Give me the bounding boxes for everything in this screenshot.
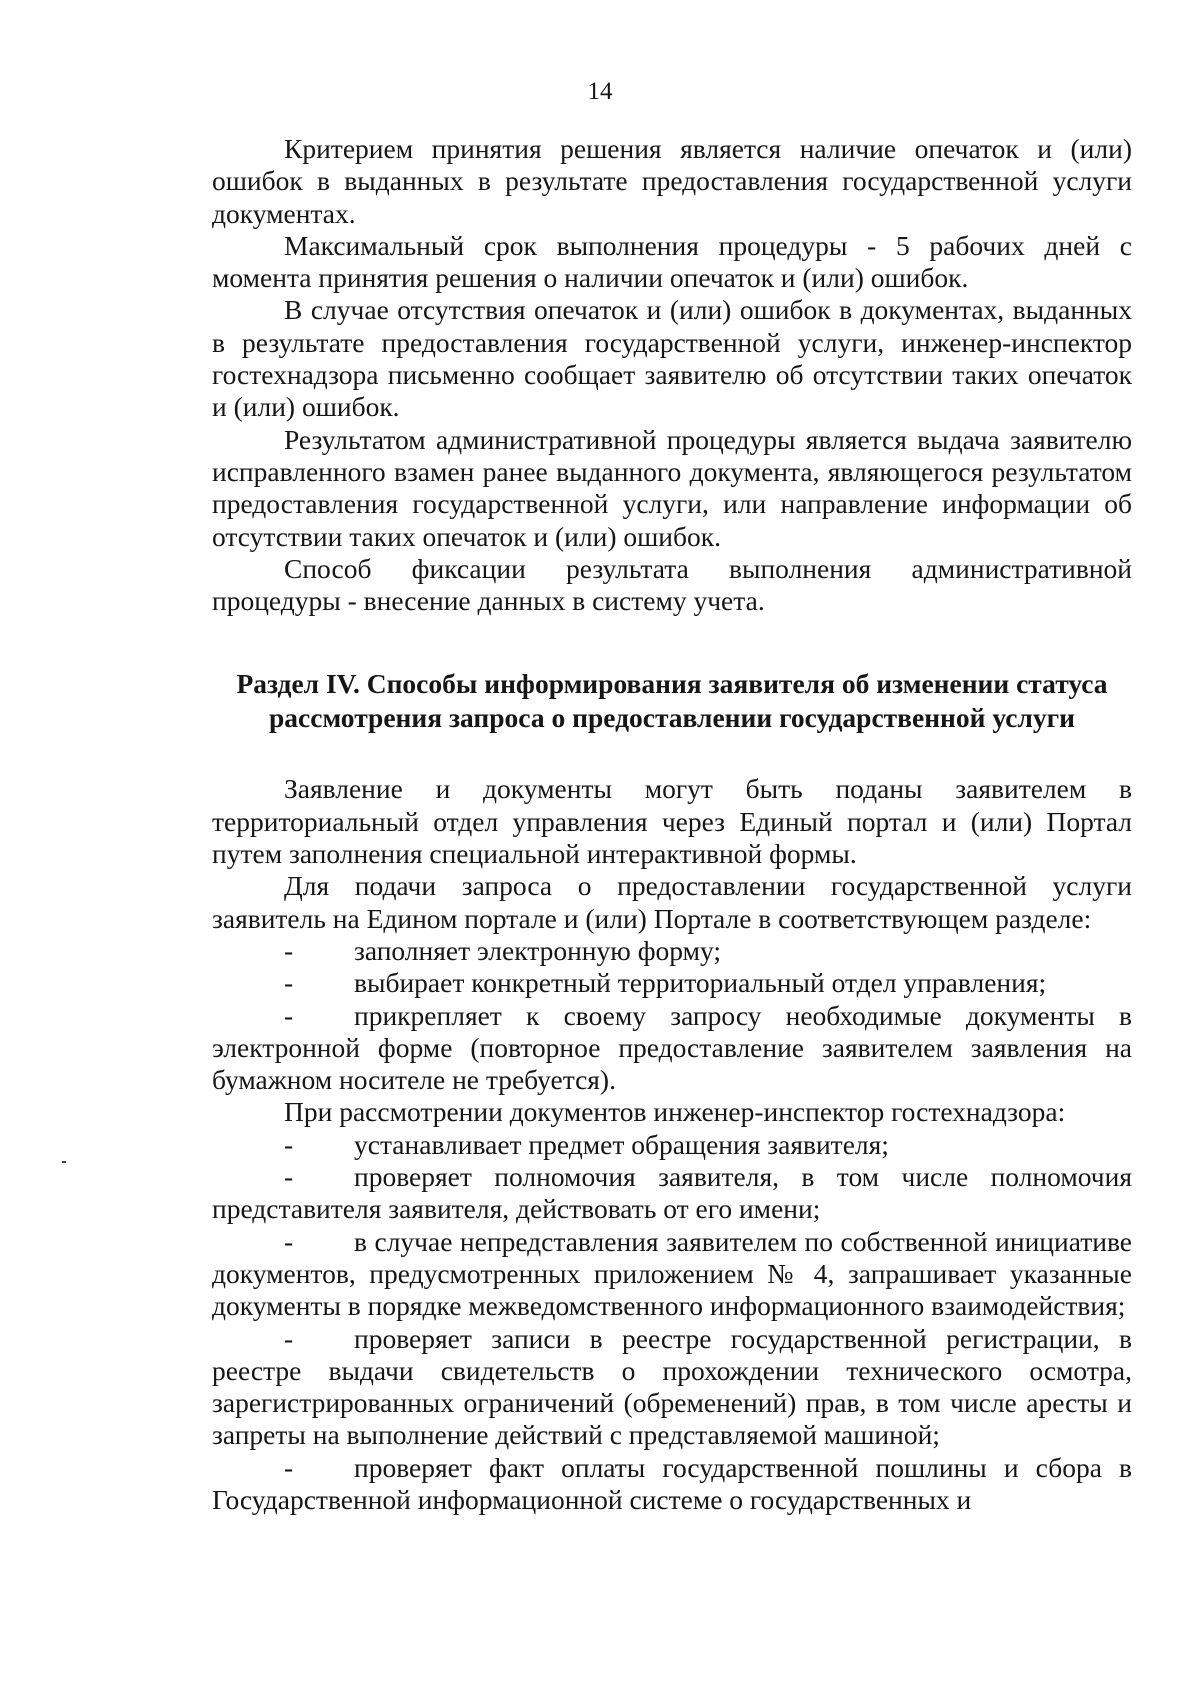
list-item bbox=[212, 967, 1132, 999]
bullet-dash: - bbox=[284, 967, 294, 999]
section-heading-line-2: рассмотрения запроса о предоставлении государственной услуги bbox=[268, 702, 1075, 734]
bullet-dash: - bbox=[284, 1128, 294, 1160]
list-item bbox=[212, 1323, 1132, 1452]
paragraph-submission: Заявление и документы могут быть поданы заявителем в территориальный отдел управления через Единый портал и (или) Портал путем заполнения специальной интерактивной формы. bbox=[212, 773, 1132, 870]
document-body bbox=[212, 133, 1132, 1516]
list-item bbox=[212, 1452, 1132, 1517]
scan-speck bbox=[62, 1161, 66, 1163]
paragraph-result-fixation: Способ фиксации результата выполнения административной процедуры - внесение данных в систему учета. bbox=[212, 552, 1132, 617]
list-item-text: выбирает конкретный территориальный отдел управления; bbox=[354, 967, 1047, 999]
paragraph-review-intro: При рассмотрении документов инженер-инспектор гостехнадзора: bbox=[284, 1096, 1066, 1128]
list-item-text: устанавливает предмет обращения заявителя; bbox=[354, 1128, 889, 1160]
list-item bbox=[212, 935, 1132, 967]
page-number: 14 bbox=[587, 78, 613, 105]
bullet-dash: - bbox=[284, 1161, 294, 1193]
list-item-text: проверяет записи в реестре государственной регистрации, в реестре выдачи свидетельств о прохождении технического осмотра, зарегистрированных ограничений (обременений) прав, в том числе аресты и запреты на выполнение действий с представляемой машиной; bbox=[212, 1322, 1132, 1451]
bullet-dash: - bbox=[284, 934, 294, 966]
list-item-text: в случае непредставления заявителем по собственной инициативе документов, предусмотренных приложением № 4, запрашивает указанные документы в порядке межведомственного информационного взаимодействия; bbox=[212, 1225, 1132, 1322]
bullet-dash: - bbox=[284, 1322, 294, 1354]
paragraph-max-term: Максимальный срок выполнения процедуры - 5 рабочих дней с момента принятия решения о наличии опечаток и (или) ошибок. bbox=[212, 229, 1132, 294]
list-item-text: прикрепляет к своему запросу необходимые документы в электронной форме (повторное предоставление заявителем заявления на бумажном носителе не требуется). bbox=[212, 999, 1132, 1096]
paragraph-decision-criterion: Критерием принятия решения является наличие опечаток и (или) ошибок в выданных в результате предоставления государственной услуги документах. bbox=[212, 133, 1132, 229]
paragraph-request-intro: Для подачи запроса о предоставлении государственной услуги заявитель на Едином портале и (или) Портале в соответствующем разделе: bbox=[212, 870, 1132, 934]
list-item-text: проверяет полномочия заявителя, в том числе полномочия представителя заявителя, действовать от его имени; bbox=[212, 1161, 1132, 1225]
list-item-text: заполняет электронную форму; bbox=[354, 934, 722, 966]
list-item bbox=[212, 1000, 1132, 1097]
bullet-dash: - bbox=[284, 1225, 294, 1257]
list-item bbox=[212, 1129, 1132, 1161]
list-item-text: проверяет факт оплаты государственной пошлины и сбора в Государственной информационной системе о государственных и bbox=[212, 1451, 1132, 1515]
bullet-dash: - bbox=[284, 999, 294, 1031]
section-heading-line-1: Раздел IV. Способы информирования заявителя об изменении статуса bbox=[236, 668, 1108, 700]
section-heading bbox=[212, 667, 1132, 735]
paragraph-procedure-result: Результатом административной процедуры является выдача заявителю исправленного взамен ранее выданного документа, являющегося результатом предоставления государственной услуги, или направление информации об отсутствии таких опечаток и (или) ошибок. bbox=[212, 423, 1132, 552]
list-item bbox=[212, 1161, 1132, 1226]
paragraph-no-errors: В случае отсутствия опечаток и (или) ошибок в документах, выданных в результате предоставления государственной услуги, инженер-инспектор гостехнадзора письменно сообщает заявителю об отсутствии таких опечаток и (или) ошибок. bbox=[212, 294, 1132, 423]
bullet-dash: - bbox=[284, 1451, 294, 1483]
list-item bbox=[212, 1226, 1132, 1323]
